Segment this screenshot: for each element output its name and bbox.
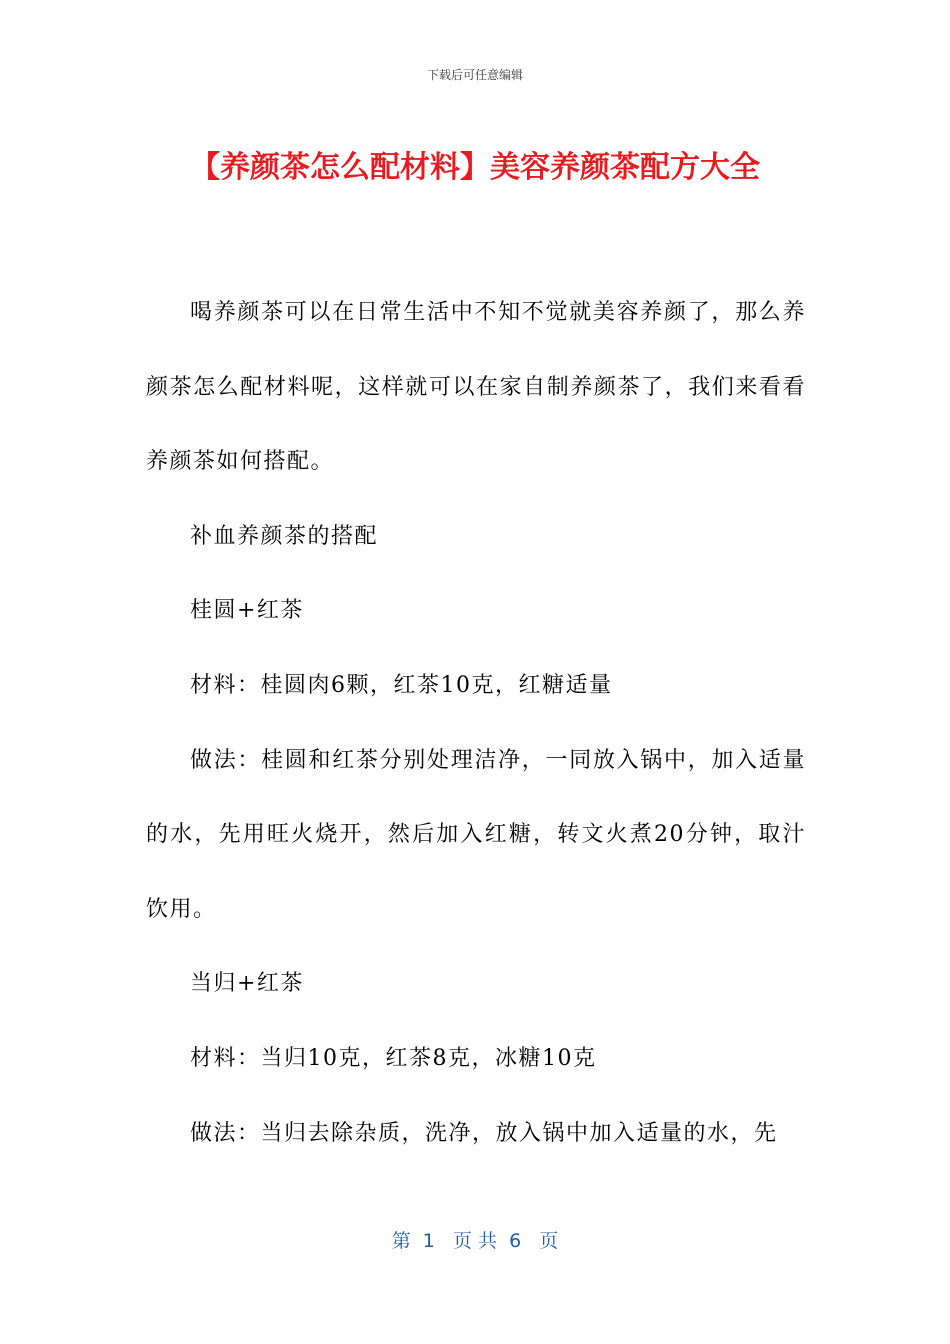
paragraph-intro: 喝养颜茶可以在日常生活中不知不觉就美容养颜了，那么养颜茶怎么配材料呢，这样就可以在家自制养颜茶了，我们来看看养颜茶如何搭配。 xyxy=(146,300,806,475)
header-note: 下载后可任意编辑 xyxy=(426,68,523,82)
document-body xyxy=(146,276,806,1171)
document-title: 【养颜茶怎么配材料】美容养颜茶配方大全 xyxy=(190,150,760,185)
page-number: 第 1 页 共 6 页 xyxy=(391,1230,559,1252)
paragraph-section-heading: 补血养颜茶的搭配 xyxy=(190,523,379,549)
paragraph-method-2: 做法：当归去除杂质，洗净，放入锅中加入适量的水，先 xyxy=(190,1120,778,1146)
paragraph-ingredients-1: 材料：桂圆肉6颗，红茶10克，红糖适量 xyxy=(190,672,613,698)
paragraph-method-1: 做法：桂圆和红茶分别处理洁净，一同放入锅中，加入适量的水，先用旺火烧开，然后加入红糖，转文火煮20分钟，取汁饮用。 xyxy=(146,747,806,922)
paragraph-recipe-title-2: 当归+红茶 xyxy=(190,971,304,997)
paragraph-recipe-title-1: 桂圆+红茶 xyxy=(190,598,304,624)
paragraph-ingredients-2: 材料：当归10克，红茶8克，冰糖10克 xyxy=(190,1045,597,1071)
